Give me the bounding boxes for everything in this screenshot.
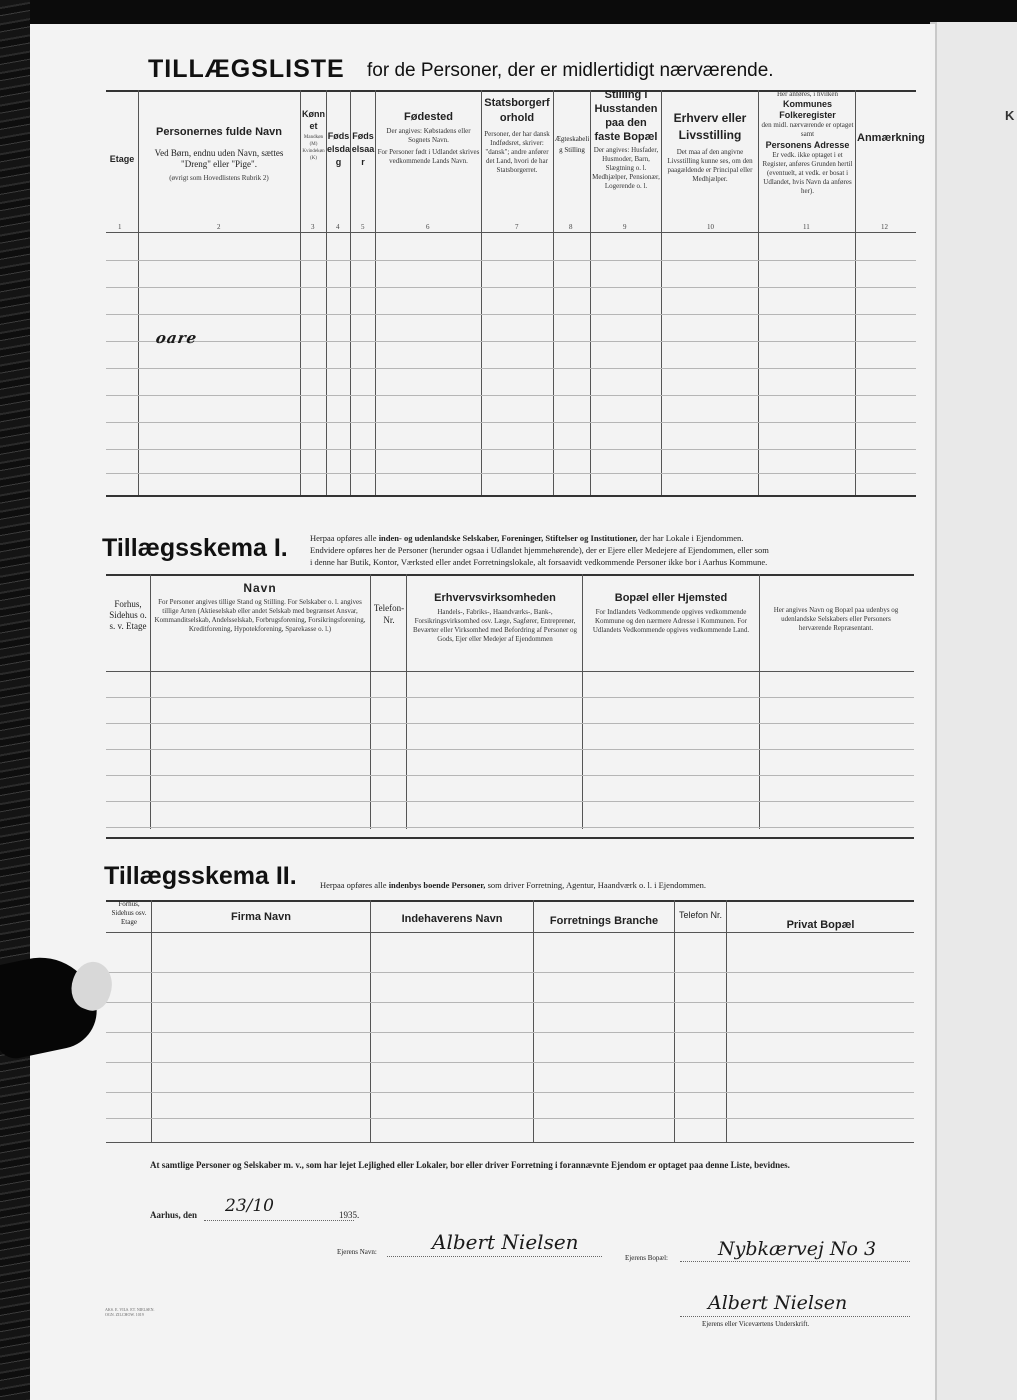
skema1-title: Tillægsskema I. [102,534,288,562]
col-folkeregister-mid: den midl. nærværende er optaget samt [761,121,854,138]
skema1-header-rule [106,671,914,672]
list-entry-stamp: oare [154,329,199,347]
col-stilling-title: Stilling i Husstanden paa den faste Bopæl [594,89,658,143]
form-page [30,24,935,1400]
list-header-rule [106,232,916,233]
skema2-col-forhus: Forhus, Sidehus osv. Etage [111,900,147,926]
table-row [106,775,914,776]
col-erhverv-desc: Det maa af den angivne Livsstilling kunne ses, om den paagældende er Principal eller Medhjælper. [667,148,753,183]
printer-mark: AKS. E. VILS. ET. NIELSEN. OGN. ZILCHOW. 1019 [105,1307,155,1317]
col-folkeregister-top: Her anføres, i hvilken [776,90,839,98]
col-stilling-desc: Der angives: Husfader, Husmoder, Barn, Slægtning o. l. Medhjælper, Pensionær, Logerende o. l. [592,146,660,190]
table-row [106,314,916,315]
col-number: 6 [426,223,430,231]
table-row [106,749,914,750]
col-divider [582,574,583,829]
col-foedested-note: For Personer født i Udlandet skrives vedkommende Lands Navn. [377,148,480,165]
col-adresse-title: Personens Adresse [765,140,850,150]
skema1-intro-c: der har Lokale i Ejendommen. [639,533,744,543]
skema2-col-firma: Firma Navn [231,911,291,923]
skema1-col-bopael-desc: For Indlandets Vedkommende opgives vedkommende Kommune og den nærmere Adresse i Kommunen. For Udlandets Vedkommende opgives vedkommende Land. [592,608,750,634]
table-row [106,697,914,698]
skema2-col-bopael: Privat Bopæl [786,919,855,931]
col-divider [151,900,152,1142]
next-page-letter: K [1005,108,1015,123]
col-statsborger-title: Statsborgerforhold [484,97,550,124]
col-folkeregister-title: Kommunes Folkeregister [779,99,836,120]
table-row [106,1062,914,1063]
year-label: 1935. [339,1210,360,1220]
table-row [106,287,916,288]
skema1-col-navn [154,581,366,634]
skema1-intro [310,532,920,568]
col-divider [533,900,534,1142]
skema1-col-forhus: Forhus, Sidehus o. s. v. Etage [109,599,147,631]
skema1-col-erhverv-desc: Handels-, Fabriks-, Haandværks-, Bank-, Forsikringsvirksomhed osv. Læge, Sagfører, Entreprenør, Beværter eller Virksomhed med Befordring af Personer og Gods, Ejer eller Medejer af Ejendommen [412,608,578,643]
next-page-edge [937,22,1017,1400]
skema2-intro [320,880,706,890]
col-divider [674,900,675,1142]
col-number: 9 [623,223,627,231]
col-number: 11 [803,223,810,231]
skema2-intro-c: som driver Forretning, Agentur, Haandværk o. l. i Ejendommen. [487,880,707,890]
table-row [106,341,916,342]
skema1-col-bopael-title: Bopæl eller Hjemsted [614,592,728,604]
skema1-intro-line2: Endvidere opføres her de Personer (herunder ogsaa i Udlandet hjemmehørende), der er Ejere eller Medejere af Ejendommen, eller som [310,545,769,555]
owner-address-label: Ejerens Bopæl: [625,1254,668,1262]
skema1-col-erhverv-title: Erhvervsvirksomheden [434,592,556,604]
col-number: 7 [515,223,519,231]
col-erhverv-title: Erhverv eller Livsstilling [673,111,747,142]
col-divider [375,90,376,495]
owner-address-handwritten: Nybkærvej No 3 [718,1238,877,1260]
table-row [106,827,914,828]
col-divider [370,574,371,829]
col-number: 12 [881,223,888,231]
table-row [106,972,914,973]
table-row [106,1032,914,1033]
table-row [106,1092,914,1093]
col-divider [726,900,727,1142]
book-binding [0,0,30,1400]
col-koen-desc: Mandkøn (M) Kvindekøn (K) [302,135,325,161]
col-folkeregister [760,90,855,196]
date-line [204,1220,354,1221]
table-row [106,473,916,474]
col-anmaerkning: Anmærkning [857,132,925,144]
skema1-intro-b: inden- og udenlandske Selskaber, Foreninger, Stiftelser og Institutioner, [378,533,638,543]
col-divider [138,90,139,495]
col-divider [758,90,759,495]
owner-name-line [387,1256,602,1257]
table-row [106,395,916,396]
col-foedested-title: Fødested [404,111,453,123]
skema1-col-erhverv [410,591,580,644]
skema1-col-bopael [586,591,756,635]
col-etage: Etage [109,154,135,164]
table-row [106,801,914,802]
col-number: 8 [569,223,573,231]
col-number: 10 [707,223,714,231]
col-foedselsaar: Fødselsaar [351,131,375,167]
table-row [106,260,916,261]
skema1-col-telefon: Telefon-Nr. [373,603,405,625]
skema1-col-navn-title: Navn [243,581,277,595]
skema1-bottom-rule [106,837,914,839]
signature-line [680,1316,910,1317]
col-number: 3 [311,223,315,231]
skema1-col-navn-desc: For Personer angives tillige Stand og Stilling. For Selskaber o. l. angives tillige Arten (Aktieselskab eller andet Selskab med begrænset Ansvar, Kommanditselskab, Andelsselskab, Forbrugsforening, Forsikringsforening, Kreditforening, Hypotekforening, Sparekasse o. l.) [154,598,366,633]
signature-label: Ejerens eller Viceværtens Underskrift. [702,1320,810,1328]
col-navn [140,125,298,183]
page-subtitle: for de Personer, der er midlertidigt nærværende. [367,60,774,81]
list-bottom-rule [106,495,916,497]
skema2-top-rule [106,900,914,902]
col-number: 5 [361,223,365,231]
skema2-col-branche: Forretnings Branche [549,915,659,927]
skema2-bottom-rule [106,1142,914,1143]
col-statsborger [483,96,551,175]
col-number: 2 [217,223,221,231]
place-label: Aarhus, den [150,1210,198,1220]
table-row [106,1118,914,1119]
col-stilling [591,88,661,191]
col-foedselsdag: Fødselsdag [327,131,351,167]
col-navn-note: (øvrigt som Hovedlistens Rubrik 2) [169,174,269,182]
col-divider [481,90,482,495]
skema1-intro-a: Herpaa opføres alle [310,533,377,543]
col-number: 4 [336,223,340,231]
col-divider [150,574,151,829]
skema2-intro-b: indenbys boende Personer, [388,880,486,890]
owner-name-handwritten: Albert Nielsen [432,1230,579,1254]
col-navn-desc: Ved Børn, endnu uden Navn, sættes "Dreng" eller "Pige". [154,148,284,169]
col-divider [759,574,760,829]
col-navn-title: Personernes fulde Navn [156,126,282,138]
skema1-col-repraesentant: Her angives Navn og Bopæl paa udenbys og udenlandske Selskabers eller Personers herværende Repræsentant. [773,606,899,632]
col-folkeregister-desc: Er vedk. ikke optaget i et Register, anføres Grunden hertil (eventuelt, at vedk. er bosat i Udlandet, hvis Navn da anføres her). [762,151,853,195]
col-foedested-desc: Der angives: Købstadens eller Sognets Navn. [386,127,471,144]
skema2-intro-a: Herpaa opføres alle [320,880,387,890]
skema1-top-rule [106,574,914,576]
skema2-title: Tillægsskema II. [104,862,297,890]
table-row [106,422,916,423]
col-foedested [377,110,480,166]
col-statsborger-desc: Personer, der har dansk Indfødsret, skriver: "dansk"; andre anfører det Land, hvori de har Statsborgerret. [484,130,550,174]
declaration-text: At samtlige Personer og Selskaber m. v., som har lejet Lejlighed eller Lokaler, bor eller driver Forretning i forannævnte Ejendom er optaget paa denne Liste, bevidnes. [150,1160,790,1170]
col-erhverv [663,110,757,184]
date-handwritten: 23/10 [225,1196,274,1216]
col-aegteskabelig: Ægteskabelig Stilling [554,135,590,154]
page-title: TILLÆGSLISTE [148,55,345,83]
col-divider [370,900,371,1142]
col-divider [406,574,407,829]
table-row [106,723,914,724]
table-row [106,1002,914,1003]
signature-handwritten: Albert Nielsen [708,1292,848,1314]
skema2-col-indehaver: Indehaverens Navn [401,913,503,925]
skema1-intro-line3: i denne har Butik, Kontor, Værksted eller andet Forretningslokale, alt forsaavidt vedkommende Personer ikke bor i Aarhus Kommune. [310,557,768,567]
owner-address-line [680,1261,910,1262]
col-divider [855,90,856,495]
col-koen-title: Kønnet [302,109,325,131]
table-row [106,449,916,450]
owner-name-label: Ejerens Navn: [337,1248,377,1256]
col-divider [661,90,662,495]
skema2-col-telefon: Telefon Nr. [678,910,723,920]
table-row [106,368,916,369]
col-koen [301,108,326,162]
col-number: 1 [118,223,122,231]
